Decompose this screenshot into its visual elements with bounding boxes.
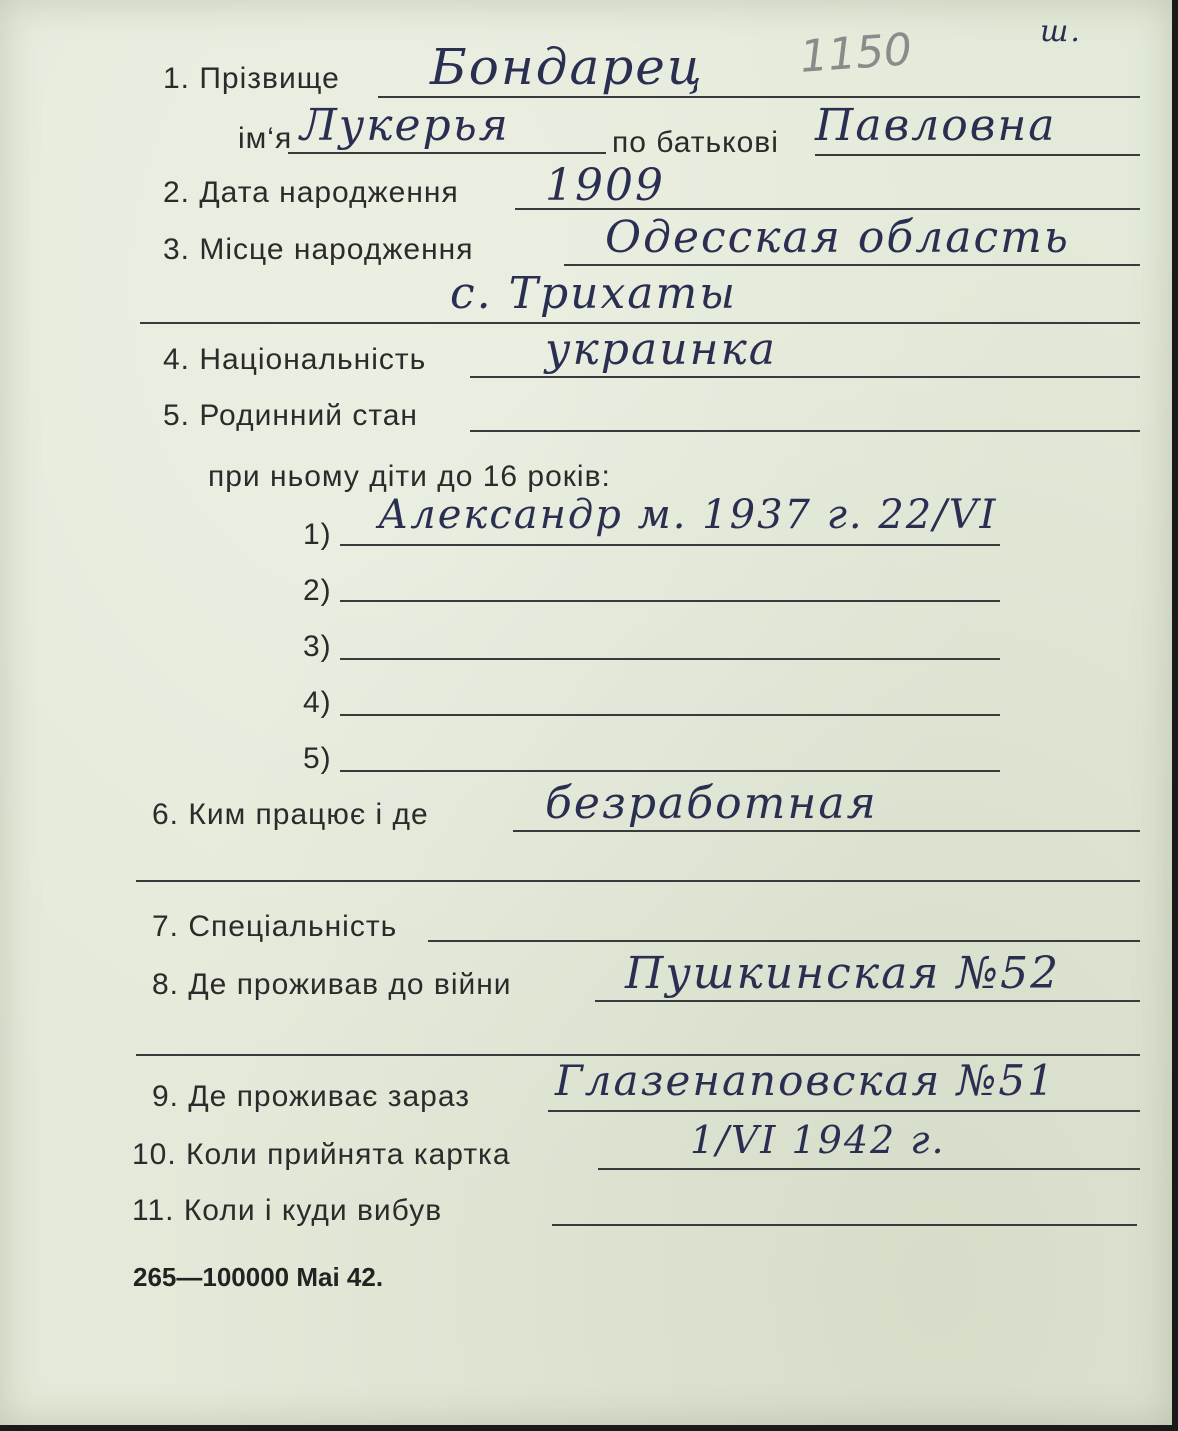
archive-number: 1150 bbox=[798, 24, 914, 83]
patronymic-label: по батькові bbox=[612, 126, 779, 159]
children-label: при ньому діти до 16 років: bbox=[208, 460, 611, 493]
birth-date-value: 1909 bbox=[545, 160, 665, 211]
child-4-line bbox=[340, 714, 1000, 716]
birth-place-value-2: с. Трихаты bbox=[450, 268, 738, 319]
birth-date-label: 2. Дата народження bbox=[163, 176, 459, 209]
card-accepted-value: 1/VI 1942 г. bbox=[690, 1118, 946, 1162]
patronymic-line bbox=[815, 154, 1140, 156]
birth-place-label: 3. Місце народження bbox=[163, 233, 474, 266]
child-1-line bbox=[340, 544, 1000, 546]
specialty-label: 7. Спеціальність bbox=[152, 910, 398, 943]
surname-label: 1. Прізвище bbox=[163, 62, 340, 95]
specialty-line bbox=[428, 940, 1140, 942]
birth-place-line bbox=[564, 264, 1140, 266]
work-value: безработная bbox=[545, 778, 878, 829]
current-residence-label: 9. Де проживає зараз bbox=[152, 1080, 470, 1113]
prewar-residence-value: Пушкинская №52 bbox=[625, 948, 1061, 999]
current-residence-line bbox=[548, 1110, 1140, 1112]
departed-label: 11. Коли і куди вибув bbox=[132, 1194, 443, 1227]
birth-place-value: Одесская область bbox=[605, 212, 1070, 263]
patronymic-value: Павловна bbox=[815, 100, 1057, 151]
child-5-line bbox=[340, 770, 1000, 772]
first-name-value: Лукерья bbox=[300, 100, 510, 151]
surname-line bbox=[378, 96, 1140, 98]
first-name-label: ім‘я bbox=[238, 122, 293, 155]
print-code: 265—100000 Mai 42. bbox=[133, 1262, 384, 1292]
family-status-line bbox=[470, 430, 1140, 432]
nationality-label: 4. Національність bbox=[163, 343, 427, 376]
child-4-label: 4) bbox=[303, 686, 332, 719]
nationality-value: украинка bbox=[545, 324, 778, 375]
archive-mark: ш. bbox=[1040, 14, 1082, 49]
departed-line bbox=[552, 1224, 1137, 1226]
child-2-label: 2) bbox=[303, 574, 332, 607]
family-status-label: 5. Родинний стан bbox=[163, 399, 418, 432]
work-label: 6. Ким працює і де bbox=[152, 798, 429, 831]
card-accepted-line bbox=[598, 1168, 1140, 1170]
child-2-line bbox=[340, 600, 1000, 602]
child-3-line bbox=[340, 658, 1000, 660]
first-name-line bbox=[288, 152, 606, 154]
card-accepted-label: 10. Коли прийнята картка bbox=[132, 1138, 511, 1171]
work-line-2 bbox=[136, 880, 1140, 882]
surname-value: Бондарец bbox=[430, 38, 704, 96]
current-residence-value: Глазенаповская №51 bbox=[555, 1056, 1056, 1105]
prewar-residence-label: 8. Де проживав до війни bbox=[152, 968, 512, 1001]
child-1-value: Александр м. 1937 г. 22/VI bbox=[378, 492, 998, 538]
child-1-label: 1) bbox=[303, 518, 332, 551]
nationality-line bbox=[470, 376, 1140, 378]
child-3-label: 3) bbox=[303, 630, 332, 663]
child-5-label: 5) bbox=[303, 742, 332, 775]
prewar-residence-line bbox=[595, 1000, 1140, 1002]
work-line bbox=[513, 830, 1140, 832]
